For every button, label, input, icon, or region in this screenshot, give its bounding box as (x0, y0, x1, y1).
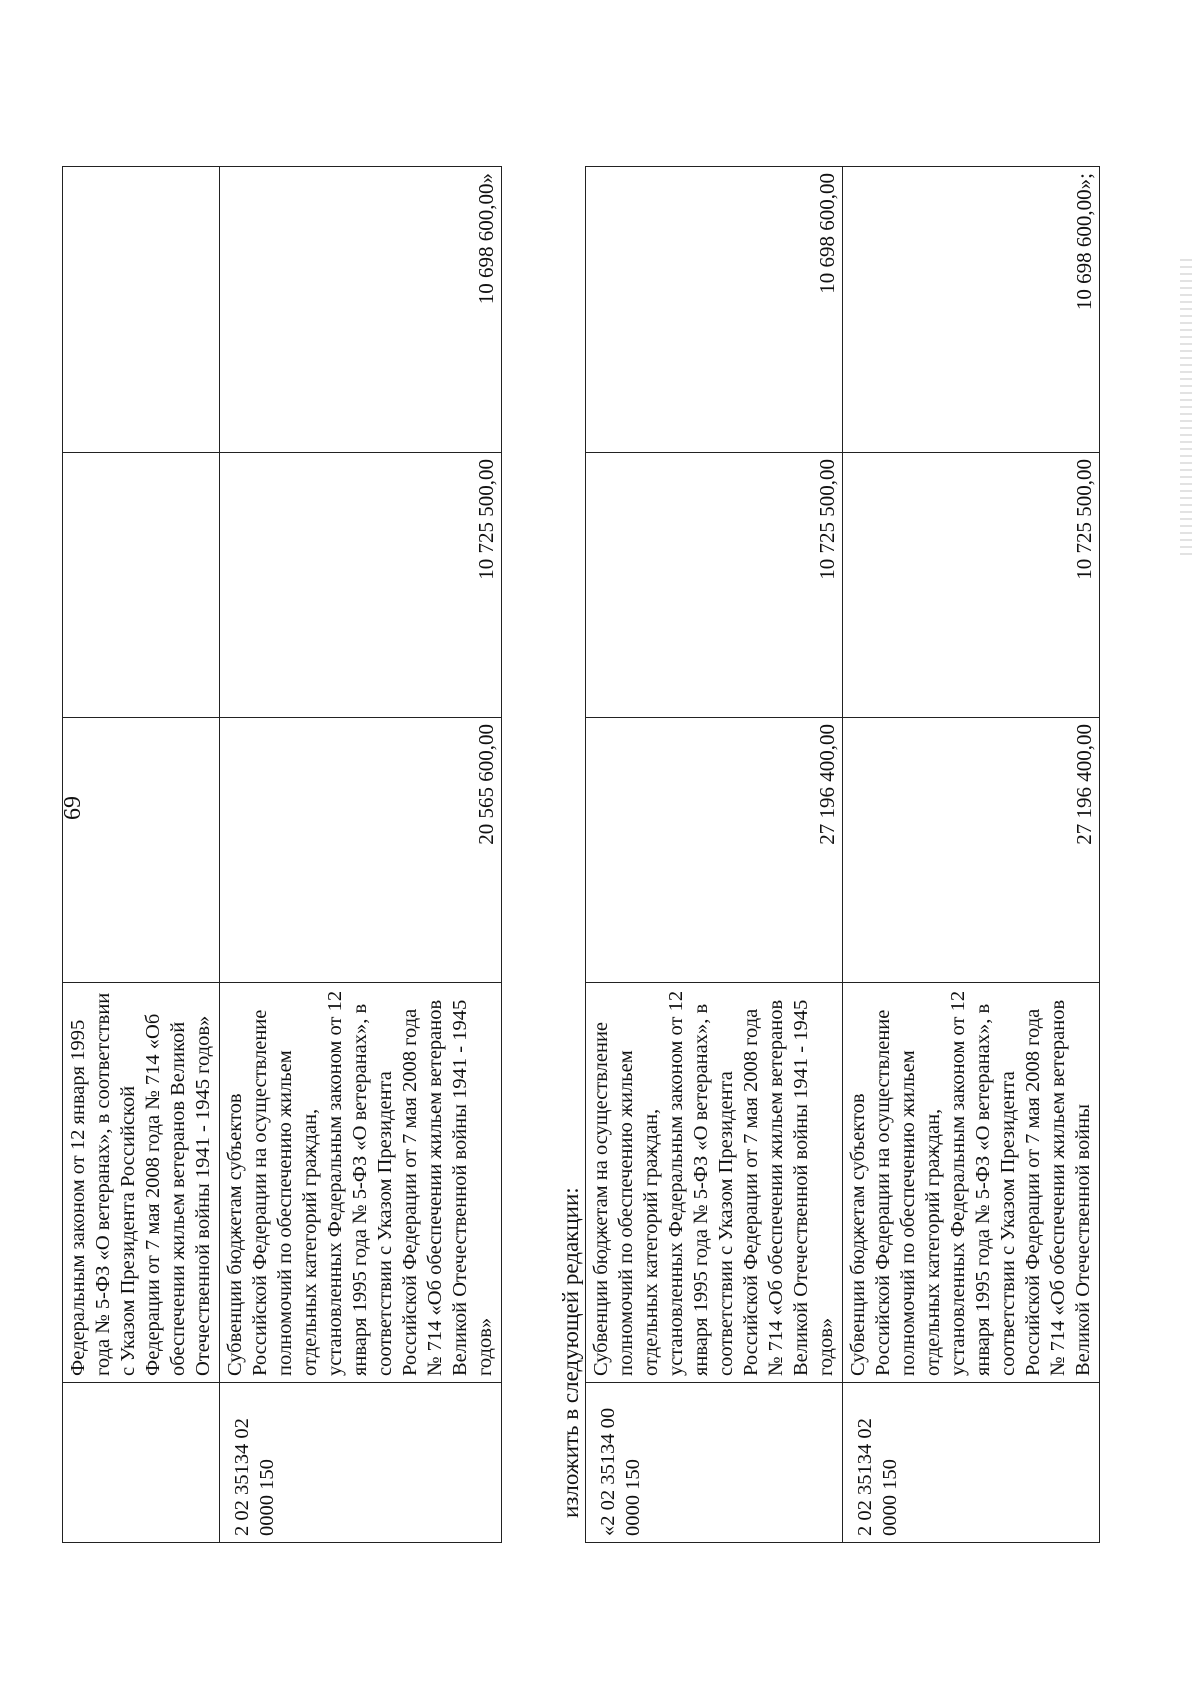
table-cell-amount: 10 698 600,00» (220, 167, 502, 453)
table-cell-amount (63, 453, 220, 718)
table-cell-amount: 10 725 500,00 (586, 453, 843, 718)
table-cell-amount (63, 718, 220, 983)
table-cell-amount: 10 725 500,00 (220, 453, 502, 718)
table-cell-amount: 27 196 400,00 (843, 718, 1100, 983)
page-number: 69 (60, 796, 86, 820)
table-row (63, 167, 220, 1543)
table-cell-code: 2 02 35134 02 0000 150 (220, 1383, 502, 1543)
table-cell-code: «2 02 35134 00 0000 150 (586, 1383, 843, 1543)
table-row (843, 167, 1100, 1543)
table-cell-amount: 20 565 600,00 (220, 718, 502, 983)
scan-artifact (1180, 255, 1192, 555)
table-cell-code: 2 02 35134 02 0000 150 (843, 1383, 1100, 1543)
table-original (62, 166, 502, 1543)
table-cell-description: Субвенции бюджетам субъектов Российской Федерации на осуществление полномочий по обеспечению жильем отдельных категорий граждан, установленных Федеральным законом от 12 января 1995 года № 5-ФЗ «О ветеранах», в соответствии с Указом Президента Российской Федерации от 7 мая 2008 года № 714 «Об обеспечении жильем ветеранов Великой Отечественной войны (843, 983, 1100, 1383)
table-cell-amount: 10 698 600,00»; (843, 167, 1100, 453)
table-cell-amount: 27 196 400,00 (586, 718, 843, 983)
table-cell-description: Федеральным законом от 12 января 1995 года № 5-ФЗ «О ветеранах», в соответствии с Указом Президента Российской Федерации от 7 мая 2008 года № 714 «Об обеспечении жильем ветеранов Великой Отечественной войны 1941 - 1945 годов» (63, 983, 220, 1383)
table-cell-amount (63, 167, 220, 453)
table-row (586, 167, 843, 1543)
table-cell-amount: 10 698 600,00 (586, 167, 843, 453)
amendment-caption: изложить в следующей редакции: (558, 1187, 583, 1518)
table-cell-description: Субвенции бюджетам субъектов Российской Федерации на осуществление полномочий по обеспечению жильем отдельных категорий граждан, установленных Федеральным законом от 12 января 1995 года № 5-ФЗ «О ветеранах», в соответствии с Указом Президента Российской Федерации от 7 мая 2008 года № 714 «Об обеспечении жильем ветеранов Великой Отечественной войны 1941 - 1945 годов» (220, 983, 502, 1383)
table-row (220, 167, 502, 1543)
table-amended (585, 166, 1100, 1543)
table-cell-code (63, 1383, 220, 1543)
table-cell-amount: 10 725 500,00 (843, 453, 1100, 718)
table-cell-description: Субвенции бюджетам на осуществление полномочий по обеспечению жильем отдельных категорий граждан, установленных Федеральным законом от 12 января 1995 года № 5-ФЗ «О ветеранах», в соответствии с Указом Президента Российской Федерации от 7 мая 2008 года № 714 «Об обеспечении жильем ветеранов Великой Отечественной войны 1941 - 1945 годов» (586, 983, 843, 1383)
